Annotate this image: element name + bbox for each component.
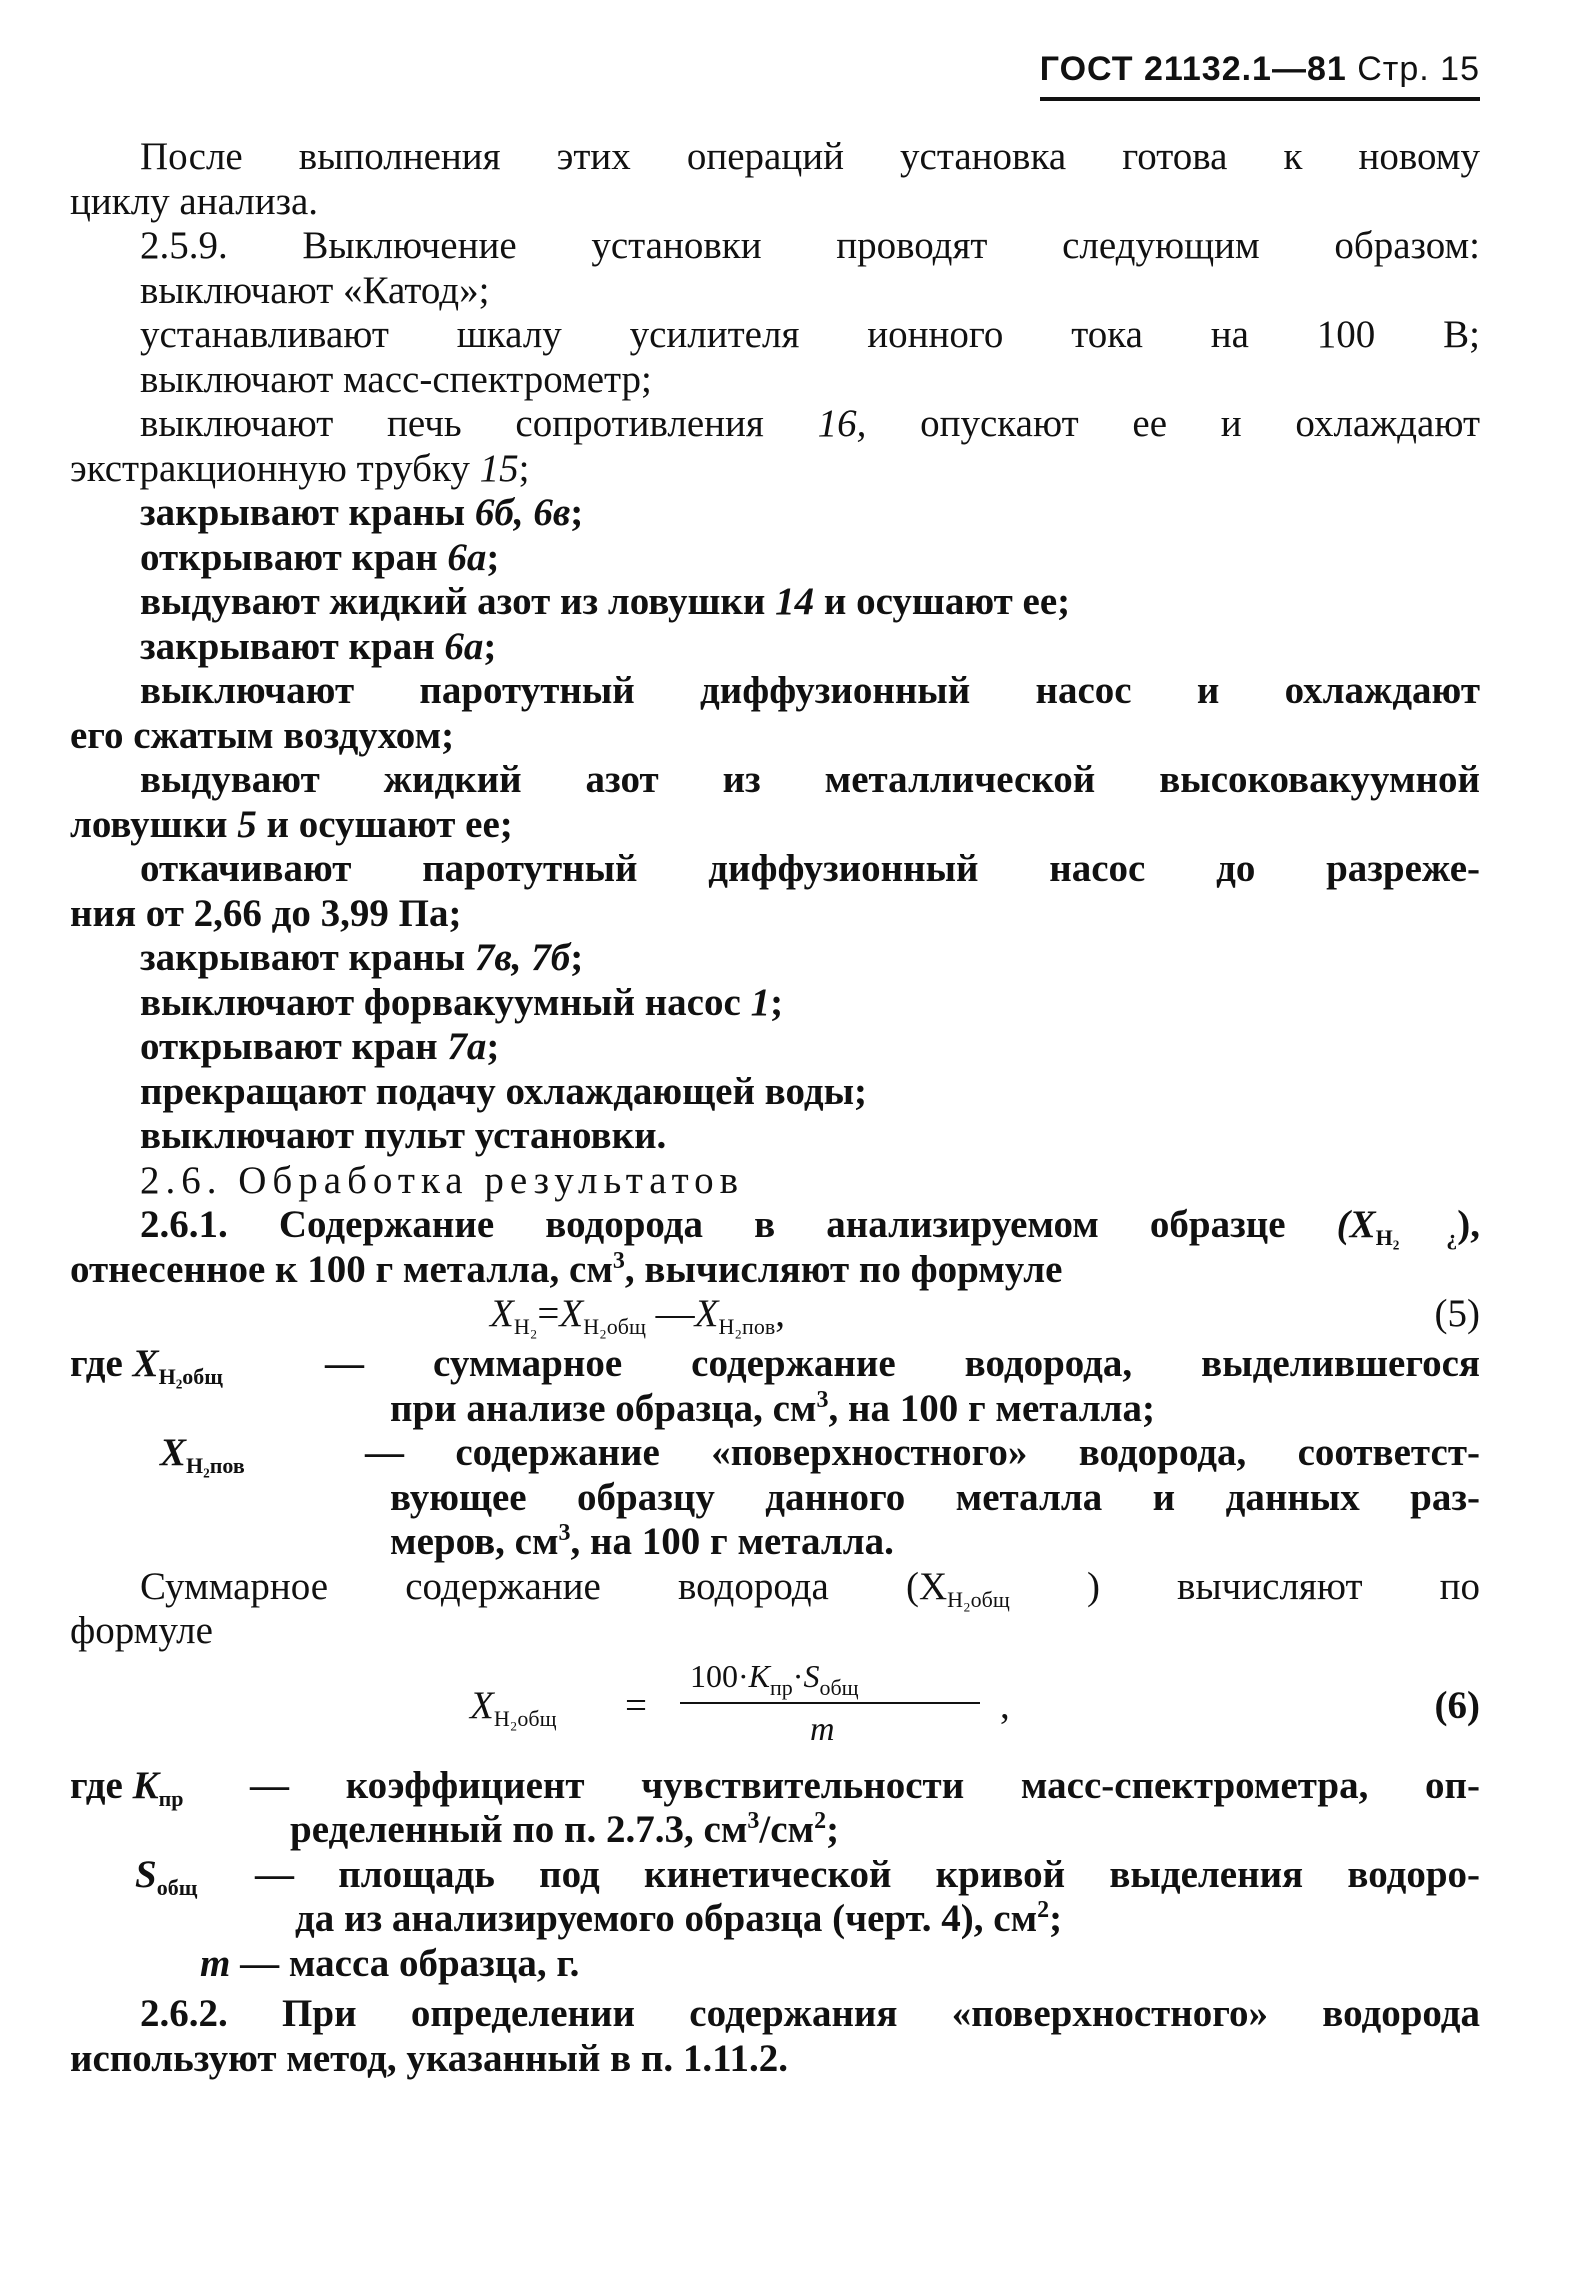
symbol: (X: [1336, 1203, 1376, 1246]
text: закрывают краны: [140, 936, 475, 979]
definition-x-total: [70, 1342, 1480, 1431]
step-line: [70, 447, 1480, 492]
text: Суммарное содержание водорода (X: [140, 1564, 948, 1608]
text: где: [70, 1763, 133, 1807]
text: открывают кран: [140, 1025, 448, 1068]
symbol: X: [470, 1683, 494, 1727]
text: где: [70, 1342, 133, 1385]
text: закрывают краны: [140, 491, 475, 534]
subscript: пр: [158, 1785, 184, 1811]
superscript: 3: [816, 1386, 829, 1413]
step-line: [70, 981, 1480, 1026]
text: при анализе образца, см: [390, 1386, 817, 1430]
ref-number: 7в, 7б: [474, 936, 571, 979]
definition-line: — площадь под кинетической кривой выделения водоро-: [255, 1852, 1480, 1896]
page-body: [70, 135, 1480, 2081]
fraction-bar: [680, 1702, 980, 1704]
step-line: [70, 625, 1480, 670]
step-line: выключают паротутный диффузионный насос и охлаждают: [140, 669, 1480, 712]
step-line: [70, 491, 1480, 536]
ref-number: 5: [237, 802, 257, 846]
text: выключают печь сопротивления: [140, 402, 818, 445]
definition-text: [255, 1853, 1480, 1942]
superscript: 2: [1037, 1897, 1050, 1923]
step-line: [70, 803, 1480, 848]
punctuation: ,: [775, 1292, 785, 1335]
definition-s: [70, 1853, 1480, 1942]
text: ;: [486, 535, 500, 579]
step-line: выдувают жидкий азот из металлической высоковакуумной: [140, 758, 1480, 801]
text: меров, см: [390, 1520, 559, 1563]
definition-symbol: [70, 1764, 184, 1822]
definition-line: — содержание «поверхностного» водорода, соответст-: [365, 1431, 1480, 1474]
subscript: H₂общ: [493, 1705, 557, 1731]
definition-x-surface: [70, 1431, 1480, 1565]
step-line: [70, 1025, 1480, 1070]
operator: =: [625, 1683, 647, 1727]
symbol: K: [132, 1763, 159, 1807]
text: и осушают ее;: [814, 580, 1071, 623]
definition-line: — коэффициент чувствительности масс-спектрометра, оп-: [250, 1763, 1480, 1807]
step-line: устанавливают шкалу усилителя ионного тока на 100 В;: [140, 313, 1480, 356]
subscript: H₂общ: [158, 1364, 223, 1389]
subscript: H₂пов: [186, 1453, 245, 1478]
text: 2.6.1. Содержание водорода в анализируемом образце: [140, 1203, 1337, 1246]
definition-line: [255, 1897, 1480, 1942]
formula-5-expression: [490, 1292, 785, 1350]
subscript: общ: [819, 1674, 859, 1700]
ref-number: 6а: [447, 535, 487, 579]
text: ;: [770, 980, 784, 1024]
step-line: откачивают паротутный диффузионный насос до разреже-: [140, 847, 1480, 890]
text-line: циклу анализа.: [70, 179, 319, 223]
symbol: X: [490, 1292, 514, 1335]
symbol: S: [803, 1657, 820, 1694]
formula-6-number: (6): [1434, 1683, 1480, 1727]
superscript: 3: [747, 1808, 760, 1834]
section-2-6-heading: 2.6. Обработка результатов: [140, 1158, 745, 1202]
step-line: [70, 936, 1480, 981]
punctuation: ,: [1000, 1683, 1010, 1727]
symbol: S: [135, 1852, 157, 1896]
definition-line: [325, 1387, 1480, 1432]
ref-number: 7а: [447, 1025, 487, 1068]
superscript: 3: [612, 1247, 625, 1274]
definition-text: — масса образца, г.: [240, 1941, 580, 1985]
step-line: [70, 580, 1480, 625]
text-line: После выполнения этих операций установка готова к новому: [140, 135, 1480, 178]
text-line: используют метод, указанный в п. 1.11.2.: [70, 2036, 788, 2080]
text: ;: [1049, 1897, 1063, 1940]
step-line: прекращают подачу охлаждающей воды;: [140, 1069, 868, 1113]
subscript: H₂пов: [718, 1314, 776, 1339]
fraction-denominator: m: [810, 1710, 835, 1748]
text: закрывают кран: [140, 624, 445, 668]
text: ;: [518, 446, 530, 490]
formula-6: [70, 1654, 1480, 1764]
definition-m: [70, 1942, 1480, 1987]
section-2-6-1-line: [70, 1203, 1480, 1248]
symbol: X: [559, 1292, 584, 1335]
text-line: [70, 1565, 1480, 1610]
definition-line: — суммарное содержание водорода, выделившегося: [325, 1342, 1480, 1385]
text: выдувают жидкий азот из ловушки: [140, 580, 776, 623]
page-header: [1040, 50, 1480, 101]
ref-number: 15: [479, 446, 519, 490]
text: ;: [570, 491, 584, 534]
step-line: выключают масс-спектрометр;: [140, 357, 652, 401]
text: и осушают ее;: [256, 802, 513, 846]
step-line: [70, 402, 1480, 447]
text: ;: [483, 624, 497, 668]
operator: —: [645, 1292, 695, 1335]
section-2-5-9-heading: 2.5.9. Выключение установки проводят следующим образом:: [140, 224, 1480, 267]
step-line: выключают пульт установки.: [140, 1114, 667, 1157]
text: ) вычисляют по: [1009, 1564, 1480, 1608]
text: , на 100 г металла;: [828, 1386, 1156, 1430]
formula-6-lhs: [470, 1684, 557, 1742]
formula-5-number: (5): [1434, 1292, 1480, 1335]
ref-number: 1: [750, 980, 771, 1024]
subscript: общ: [156, 1874, 198, 1900]
symbol: m: [200, 1941, 231, 1985]
ref-number: 6б, 6в: [474, 491, 571, 534]
subscript: H₂общ: [947, 1586, 1010, 1612]
text: опускают ее и охлаждают: [866, 402, 1480, 445]
operator: =: [537, 1292, 560, 1335]
definition-k: [70, 1764, 1480, 1853]
definition-text: [325, 1342, 1480, 1431]
text: открывают кран: [140, 535, 448, 579]
definition-line: вующее образцу данного металла и данных раз-: [390, 1475, 1480, 1519]
text: ),: [1457, 1203, 1480, 1246]
text-line: [70, 1248, 1480, 1293]
text: выключают форвакуумный насос: [140, 980, 751, 1024]
superscript: 2: [814, 1808, 827, 1834]
definition-symbol: [70, 1342, 223, 1400]
definition-text: [250, 1764, 1480, 1853]
symbol: X: [132, 1342, 159, 1385]
ref-number: 6а: [444, 624, 484, 668]
text: ловушки: [70, 802, 238, 846]
definition-line: [365, 1520, 1480, 1565]
operator: ·: [792, 1657, 804, 1694]
definition-text: [365, 1431, 1480, 1565]
superscript: 3: [558, 1520, 571, 1546]
definitions-formula-6: [70, 1764, 1480, 1987]
symbol: X: [694, 1292, 719, 1335]
text: ;: [826, 1808, 840, 1851]
subscript: пр: [770, 1674, 793, 1700]
symbol: K: [748, 1657, 770, 1694]
definition-symbol: [160, 1431, 245, 1489]
symbol: X: [160, 1431, 187, 1474]
text: ределенный по п. 2.7.3, см: [290, 1808, 748, 1851]
text-line: формуле: [70, 1609, 213, 1652]
definitions-formula-5: [70, 1342, 1480, 1565]
ref-number: 16,: [817, 402, 867, 445]
section-2-6-2-line: 2.6.2. При определении содержания «поверхностного» водорода: [140, 1992, 1480, 2035]
subscript: H₂общ: [583, 1314, 646, 1339]
text: да из анализируемого образца (черт. 4), см: [295, 1897, 1038, 1940]
standard-title: ГОСТ 21132.1—81: [1039, 50, 1347, 88]
step-line: выключают «Катод»;: [140, 268, 490, 312]
step-line: ния от 2,66 до 3,99 Па;: [70, 891, 462, 935]
text: отнесенное к 100 г металла, см: [70, 1247, 613, 1291]
text: экстракционную трубку: [70, 446, 480, 490]
page-number: Стр. 15: [1357, 50, 1480, 88]
text: 100·: [690, 1657, 749, 1694]
text: /см: [759, 1808, 815, 1851]
step-line: [70, 536, 1480, 581]
subscript: H₂: [513, 1314, 538, 1339]
text: , на 100 г металла.: [570, 1520, 894, 1563]
subscript: H₂ ¿: [1375, 1225, 1458, 1250]
step-line: его сжатым воздухом;: [70, 713, 455, 757]
ref-number: 14: [775, 580, 815, 623]
text: ;: [570, 936, 584, 979]
text: ;: [486, 1025, 500, 1068]
definition-symbol: [135, 1853, 197, 1911]
text: , вычисляют по формуле: [624, 1247, 1063, 1291]
definition-line: [250, 1808, 1480, 1853]
formula-5: [70, 1292, 1480, 1342]
